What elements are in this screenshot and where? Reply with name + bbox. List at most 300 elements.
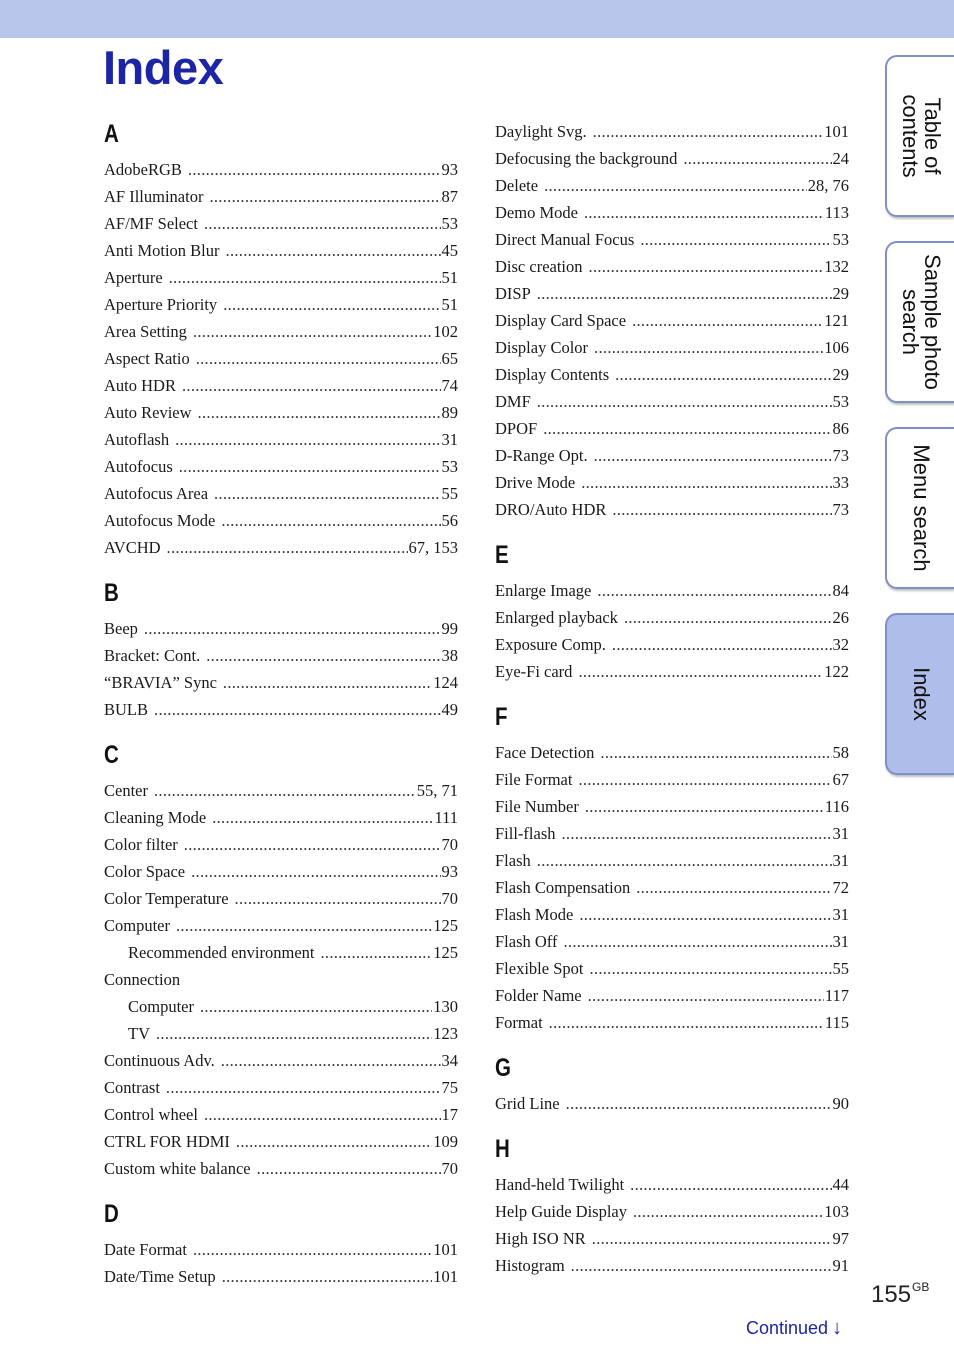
index-entry-term: TV	[128, 1024, 150, 1043]
index-entry[interactable]	[104, 426, 458, 453]
index-entry-pages[interactable]: 34	[441, 1051, 458, 1070]
index-entry-pages[interactable]: 53	[441, 214, 458, 233]
dot-leader	[176, 912, 432, 939]
index-entry-pages[interactable]: 44	[832, 1175, 849, 1194]
dot-leader	[209, 183, 440, 210]
page-title: Index	[103, 41, 224, 94]
dot-leader	[683, 145, 831, 172]
dot-leader	[588, 982, 824, 1009]
index-entry[interactable]	[495, 901, 849, 928]
tab-label: Sample photo search	[897, 254, 945, 390]
index-entry-term: Contrast	[104, 1078, 160, 1097]
index-entry[interactable]	[104, 1101, 458, 1128]
index-entry-pages[interactable]: 24	[832, 149, 849, 168]
index-entry-term: Disc creation	[495, 257, 583, 276]
index-entry[interactable]	[495, 469, 849, 496]
index-entry[interactable]	[495, 118, 849, 145]
index-entry[interactable]	[104, 831, 458, 858]
index-entry-pages[interactable]: 55	[441, 484, 458, 503]
dot-leader	[544, 172, 807, 199]
dot-leader	[636, 874, 831, 901]
index-entry-pages[interactable]: 51	[441, 295, 458, 314]
index-entry[interactable]	[495, 307, 849, 334]
index-entry[interactable]	[495, 766, 849, 793]
index-entry-pages[interactable]: 101	[433, 1240, 458, 1259]
index-entry-term: Demo Mode	[495, 203, 578, 222]
index-entry-pages[interactable]: 93	[441, 862, 458, 881]
index-entry-term: Display Contents	[495, 365, 610, 384]
index-entry-pages[interactable]: 106	[824, 338, 849, 357]
tab-label: Menu search	[908, 444, 934, 572]
index-entry-term: High ISO NR	[495, 1229, 586, 1248]
index-entry-pages[interactable]: 125	[433, 943, 458, 962]
index-entry-pages[interactable]: 58	[832, 743, 849, 762]
index-entry-term: Drive Mode	[495, 473, 576, 492]
index-entry-pages[interactable]: 115	[824, 1013, 849, 1032]
index-entry-term: Aperture	[104, 268, 163, 287]
tab-sample-photo-search[interactable]	[885, 241, 954, 403]
index-entry[interactable]	[495, 793, 849, 820]
index-entry-pages[interactable]: 91	[832, 1256, 849, 1275]
index-entry-pages[interactable]: 103	[824, 1202, 849, 1221]
dot-leader	[543, 415, 831, 442]
index-entry[interactable]	[104, 399, 458, 426]
dot-leader	[579, 901, 831, 928]
index-entry-pages[interactable]: 86	[832, 419, 849, 438]
index-entry-pages[interactable]: 67	[832, 770, 849, 789]
continued-label: Continued	[746, 1318, 829, 1338]
dot-leader	[566, 1090, 832, 1117]
index-entry-pages[interactable]: 90	[832, 1094, 849, 1113]
dot-leader	[624, 604, 832, 631]
index-entry-pages[interactable]: 111	[434, 808, 458, 827]
index-entry-term: Connection	[104, 970, 181, 989]
index-entry-term: Color Space	[104, 862, 186, 881]
index-entry-pages[interactable]: 124	[433, 673, 458, 692]
index-entry-pages[interactable]: 116	[824, 797, 849, 816]
index-entry[interactable]	[104, 210, 458, 237]
index-entry[interactable]	[495, 604, 849, 631]
index-entry-pages[interactable]: 17	[441, 1105, 458, 1124]
index-entry-pages[interactable]: 70	[441, 835, 458, 854]
index-entry[interactable]	[495, 820, 849, 847]
dot-leader	[214, 480, 440, 507]
index-entry[interactable]	[495, 982, 849, 1009]
index-entry-term: Computer	[128, 997, 194, 1016]
dot-leader	[204, 210, 441, 237]
tab-menu-search[interactable]	[885, 427, 954, 589]
dot-leader	[156, 1020, 432, 1047]
index-entry-pages[interactable]: 32	[832, 635, 849, 654]
index-entry[interactable]	[104, 642, 458, 669]
dot-leader	[549, 1009, 824, 1036]
index-entry-pages[interactable]: 70	[441, 1159, 458, 1178]
index-entry-term: Flexible Spot	[495, 959, 584, 978]
index-entry-pages[interactable]: 125	[433, 916, 458, 935]
dot-leader	[612, 631, 832, 658]
index-entry[interactable]	[104, 885, 458, 912]
dot-leader	[594, 442, 832, 469]
index-entry-pages[interactable]: 29	[832, 365, 849, 384]
index-entry-term: Face Detection	[495, 743, 595, 762]
index-entry-pages[interactable]: 31	[832, 905, 849, 924]
index-entry-term: AF/MF Select	[104, 214, 198, 233]
index-entry[interactable]	[104, 858, 458, 885]
index-entry-pages[interactable]: 73	[832, 500, 849, 519]
index-entry[interactable]	[104, 345, 458, 372]
index-entry-term: Center	[104, 781, 148, 800]
continued-link[interactable]	[746, 1317, 842, 1340]
dot-leader	[204, 1101, 441, 1128]
dot-leader	[571, 1252, 832, 1279]
index-entry[interactable]	[104, 1074, 458, 1101]
index-entry-term: Bracket: Cont.	[104, 646, 201, 665]
section-gap	[495, 1117, 849, 1133]
dot-leader	[193, 318, 432, 345]
index-entry-term: File Number	[495, 797, 579, 816]
index-entry-pages[interactable]: 55	[832, 959, 849, 978]
index-entry-term: Direct Manual Focus	[495, 230, 635, 249]
index-entry[interactable]	[104, 1236, 458, 1263]
index-entry-pages[interactable]: 28, 76	[807, 176, 849, 195]
index-entry[interactable]	[495, 1090, 849, 1117]
page-number: $155^{GB}$	[871, 1280, 930, 1308]
index-letter-heading: G	[495, 1054, 511, 1082]
index-entry[interactable]	[495, 253, 849, 280]
index-entry[interactable]	[104, 1047, 458, 1074]
index-entry-term: Flash Off	[495, 932, 558, 951]
index-entry[interactable]	[104, 453, 458, 480]
section-gap	[104, 723, 458, 739]
index-entry-pages[interactable]: 53	[441, 457, 458, 476]
index-entry-pages[interactable]: 31	[832, 851, 849, 870]
index-entry[interactable]	[104, 669, 458, 696]
index-column-right	[495, 118, 849, 1279]
index-entry-pages[interactable]: 84	[832, 581, 849, 600]
index-entry-term: Autofocus Mode	[104, 511, 216, 530]
dot-leader	[321, 939, 433, 966]
index-entry[interactable]	[104, 237, 458, 264]
index-entry-pages[interactable]: 53	[832, 392, 849, 411]
index-entry-term: Eye-Fi card	[495, 662, 573, 681]
index-letter-heading: B	[104, 579, 119, 607]
index-entry-term: Anti Motion Blur	[104, 241, 220, 260]
index-entry[interactable]	[495, 631, 849, 658]
index-entry-term: DMF	[495, 392, 531, 411]
index-entry[interactable]	[104, 291, 458, 318]
index-entry-term: AF Illuminator	[104, 187, 204, 206]
dot-leader	[600, 739, 831, 766]
index-entry-pages[interactable]: 31	[441, 430, 458, 449]
dot-leader	[597, 577, 831, 604]
index-entry[interactable]	[104, 804, 458, 831]
index-entry[interactable]	[495, 955, 849, 982]
dot-leader	[223, 669, 432, 696]
index-entry[interactable]	[495, 199, 849, 226]
index-entry-term: Aspect Ratio	[104, 349, 190, 368]
index-entry[interactable]	[104, 1020, 458, 1047]
index-entry-pages[interactable]: 31	[832, 824, 849, 843]
header-band	[0, 0, 954, 38]
dot-leader	[166, 1074, 441, 1101]
dot-leader	[630, 1171, 831, 1198]
index-entry-pages[interactable]: 122	[824, 662, 849, 681]
index-entry[interactable]	[495, 739, 849, 766]
index-entry-term: File Format	[495, 770, 573, 789]
index-entry[interactable]	[495, 577, 849, 604]
index-entry-pages[interactable]: 33	[832, 473, 849, 492]
index-entry-term: Hand-held Twilight	[495, 1175, 625, 1194]
index-entry-term: Autofocus Area	[104, 484, 209, 503]
index-entry-pages[interactable]: 132	[824, 257, 849, 276]
index-entry[interactable]	[104, 939, 458, 966]
index-entry-pages[interactable]: 75	[441, 1078, 458, 1097]
index-entry[interactable]	[104, 1128, 458, 1155]
dot-leader	[581, 469, 831, 496]
index-entry[interactable]	[495, 226, 849, 253]
index-entry[interactable]	[104, 156, 458, 183]
dot-leader	[562, 820, 832, 847]
index-entry-pages[interactable]: 67, 153	[408, 538, 458, 557]
dot-leader	[633, 1198, 823, 1225]
index-entry-pages[interactable]: 99	[441, 619, 458, 638]
dot-leader	[537, 847, 832, 874]
index-entry[interactable]	[104, 318, 458, 345]
dot-leader	[594, 334, 823, 361]
index-entry-pages[interactable]: 74	[441, 376, 458, 395]
dot-leader	[578, 766, 831, 793]
index-entry-term: BULB	[104, 700, 149, 719]
dot-leader	[537, 388, 832, 415]
index-letter-heading: H	[495, 1135, 510, 1163]
dot-leader	[578, 658, 823, 685]
index-entry-term: Aperture Priority	[104, 295, 218, 314]
index-entry-term: DPOF	[495, 419, 538, 438]
index-entry-term: Flash Mode	[495, 905, 574, 924]
index-entry-term: Grid Line	[495, 1094, 560, 1113]
index-entry-term: Daylight Svg.	[495, 122, 587, 141]
dot-leader	[221, 1047, 441, 1074]
dot-leader	[593, 118, 824, 145]
index-entry[interactable]	[495, 334, 849, 361]
index-entry-pages[interactable]: 31	[832, 932, 849, 951]
index-entry-term: Defocusing the background	[495, 149, 678, 168]
index-entry-term: Auto HDR	[104, 376, 176, 395]
index-entry[interactable]	[495, 496, 849, 523]
index-entry-pages[interactable]: 87	[441, 187, 458, 206]
dot-leader	[222, 1263, 433, 1290]
index-entry-pages[interactable]: 70	[441, 889, 458, 908]
index-entry-pages[interactable]: 101	[433, 1267, 458, 1286]
index-entry[interactable]	[495, 442, 849, 469]
index-entry-term: Format	[495, 1013, 543, 1032]
tab-label: Table of contents	[897, 94, 945, 178]
index-entry-term: Autofocus	[104, 457, 173, 476]
index-entry[interactable]	[104, 183, 458, 210]
section-gap	[495, 1036, 849, 1052]
dot-leader	[640, 226, 831, 253]
index-entry[interactable]	[104, 264, 458, 291]
index-entry-term: Color filter	[104, 835, 178, 854]
index-entry-term: Enlarged playback	[495, 608, 618, 627]
index-entry[interactable]	[495, 1198, 849, 1225]
index-entry-pages[interactable]: 123	[433, 1024, 458, 1043]
index-entry[interactable]	[495, 172, 849, 199]
index-entry-term: Area Setting	[104, 322, 187, 341]
index-entry-term: Continuous Adv.	[104, 1051, 215, 1070]
index-entry-pages[interactable]: 102	[433, 322, 458, 341]
index-entry-pages[interactable]: 101	[824, 122, 849, 141]
index-entry-term: Flash	[495, 851, 531, 870]
index-entry-term: Custom white balance	[104, 1159, 251, 1178]
dot-leader	[235, 885, 441, 912]
dot-leader	[198, 399, 441, 426]
index-entry-term: Beep	[104, 619, 138, 638]
index-entry-pages[interactable]: 49	[441, 700, 458, 719]
index-entry-pages[interactable]: 53	[832, 230, 849, 249]
index-entry-pages[interactable]: 72	[832, 878, 849, 897]
index-entry[interactable]	[104, 615, 458, 642]
index-entry[interactable]	[495, 280, 849, 307]
dot-leader	[589, 253, 824, 280]
dot-leader	[615, 361, 831, 388]
index-entry-pages[interactable]: 117	[824, 986, 849, 1005]
index-entry-term: Histogram	[495, 1256, 565, 1275]
index-entry-term: Folder Name	[495, 986, 582, 1005]
index-entry-term: Display Card Space	[495, 311, 627, 330]
index-entry[interactable]	[495, 388, 849, 415]
dot-leader	[206, 642, 440, 669]
dot-leader	[154, 777, 416, 804]
dot-leader	[612, 496, 831, 523]
dot-leader	[169, 264, 441, 291]
dot-leader	[167, 534, 408, 561]
index-entry[interactable]	[495, 1225, 849, 1252]
dot-leader	[223, 291, 440, 318]
tab-table-of-contents[interactable]	[885, 55, 954, 217]
dot-leader	[200, 993, 432, 1020]
index-entry-pages[interactable]: 109	[433, 1132, 458, 1151]
index-letter-heading: F	[495, 703, 508, 731]
index-entry-term: Enlarge Image	[495, 581, 592, 600]
index-entry-term: Help Guide Display	[495, 1202, 627, 1221]
index-entry-term: D-Range Opt.	[495, 446, 588, 465]
index-entry[interactable]	[104, 372, 458, 399]
index-entry[interactable]	[104, 507, 458, 534]
index-entry-term: CTRL FOR HDMI	[104, 1132, 230, 1151]
section-gap	[495, 523, 849, 539]
index-entry-pages[interactable]: 93	[441, 160, 458, 179]
section-gap	[495, 685, 849, 701]
index-entry[interactable]	[495, 874, 849, 901]
index-entry-pages[interactable]: 55, 71	[416, 781, 458, 800]
dot-leader	[182, 372, 441, 399]
index-entry-pages[interactable]: 45	[441, 241, 458, 260]
dot-leader	[221, 507, 440, 534]
index-entry-pages[interactable]: 26	[832, 608, 849, 627]
tab-index[interactable]	[885, 613, 954, 775]
index-letter-heading: C	[104, 741, 119, 769]
index-entry-pages[interactable]: 89	[441, 403, 458, 422]
index-entry[interactable]	[495, 145, 849, 172]
index-entry-pages[interactable]: 38	[441, 646, 458, 665]
index-entry[interactable]	[495, 1009, 849, 1036]
index-entry-pages[interactable]: 121	[824, 311, 849, 330]
index-entry-term: Control wheel	[104, 1105, 198, 1124]
index-entry[interactable]	[495, 658, 849, 685]
tab-label: Index	[908, 667, 934, 721]
index-entry-term: Date Format	[104, 1240, 187, 1259]
index-entry-pages[interactable]: 73	[832, 446, 849, 465]
index-entry-pages[interactable]: 113	[824, 203, 849, 222]
index-entry[interactable]	[104, 777, 458, 804]
index-letter-heading: E	[495, 541, 509, 569]
index-entry-pages[interactable]: 56	[441, 511, 458, 530]
dot-leader	[564, 928, 832, 955]
index-entry[interactable]	[104, 993, 458, 1020]
index-letter-heading: D	[104, 1200, 119, 1228]
index-entry[interactable]	[104, 966, 458, 993]
dot-leader	[585, 793, 824, 820]
index-entry-term: DRO/Auto HDR	[495, 500, 607, 519]
index-column-left	[104, 118, 458, 1290]
dot-leader	[226, 237, 441, 264]
dot-leader	[589, 955, 831, 982]
down-arrow-icon: ↓	[832, 1317, 843, 1339]
index-entry[interactable]	[495, 361, 849, 388]
index-entry[interactable]	[104, 696, 458, 723]
dot-leader	[592, 1225, 832, 1252]
dot-leader	[188, 156, 441, 183]
index-entry-pages[interactable]: 97	[832, 1229, 849, 1248]
index-entry-term: Cleaning Mode	[104, 808, 207, 827]
index-entry[interactable]	[495, 415, 849, 442]
index-entry-pages[interactable]: 65	[441, 349, 458, 368]
index-entry-term: Date/Time Setup	[104, 1267, 216, 1286]
index-entry[interactable]	[495, 1171, 849, 1198]
index-entry-term: Auto Review	[104, 403, 192, 422]
index-entry-term: AdobeRGB	[104, 160, 182, 179]
index-entry[interactable]	[104, 1263, 458, 1290]
index-entry-term: Color Temperature	[104, 889, 229, 908]
index-entry-pages[interactable]: 29	[832, 284, 849, 303]
dot-leader	[584, 199, 824, 226]
index-entry[interactable]	[104, 480, 458, 507]
index-entry-term: Flash Compensation	[495, 878, 631, 897]
index-entry[interactable]	[495, 928, 849, 955]
section-gap	[104, 1182, 458, 1198]
dot-leader	[144, 615, 441, 642]
index-entry[interactable]	[495, 847, 849, 874]
index-entry[interactable]	[104, 912, 458, 939]
dot-leader	[191, 858, 440, 885]
index-entry-term: “BRAVIA” Sync	[104, 673, 217, 692]
index-entry-term: Fill-flash	[495, 824, 556, 843]
index-entry-term: AVCHD	[104, 538, 161, 557]
dot-leader	[212, 804, 433, 831]
index-entry-term: Display Color	[495, 338, 589, 357]
index-entry[interactable]	[104, 534, 458, 561]
dot-leader	[175, 426, 440, 453]
index-entry[interactable]	[104, 1155, 458, 1182]
index-entry-pages[interactable]: 51	[441, 268, 458, 287]
index-entry-pages[interactable]: 130	[433, 997, 458, 1016]
dot-leader	[632, 307, 823, 334]
index-entry[interactable]	[495, 1252, 849, 1279]
dot-leader	[184, 831, 441, 858]
section-gap	[104, 561, 458, 577]
index-entry-term: Delete	[495, 176, 539, 195]
